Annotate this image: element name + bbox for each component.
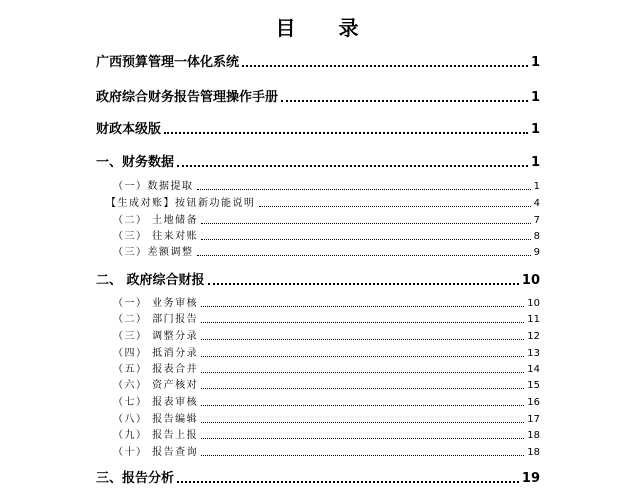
dot-leader [242, 65, 528, 67]
toc-entry-label: （三）差额调整 [113, 247, 194, 258]
toc-entry-page: 1 [530, 90, 540, 105]
toc-entry-section-1[interactable] [96, 152, 540, 170]
dot-leader [201, 223, 530, 224]
toc-entry-label: （六） 资产核对 [113, 380, 199, 391]
dot-leader [201, 388, 524, 389]
toc-entry-page: 1 [530, 155, 540, 170]
toc-entry-label: 【生成对账】按钮新功能说明 [106, 198, 256, 209]
toc-entry-label: （二） 部门报告 [113, 314, 199, 325]
dot-leader [208, 283, 519, 285]
dot-leader [177, 165, 528, 167]
toc-subentry-report-merge[interactable] [113, 361, 540, 375]
toc-subentry-difference-adjust[interactable] [113, 244, 540, 258]
toc-entry-label: 广西预算管理一体化系统 [96, 55, 240, 70]
toc-subentry-department-report[interactable] [113, 311, 540, 325]
toc-subentry-business-review[interactable] [113, 295, 540, 309]
toc-entry-system[interactable] [96, 52, 540, 70]
toc-entry-page: 13 [527, 348, 540, 359]
toc-entry-page: 12 [527, 331, 540, 342]
toc-entry-page: 18 [527, 447, 540, 458]
toc-entry-page: 15 [527, 380, 540, 391]
dot-leader [201, 422, 524, 423]
dot-leader [259, 206, 531, 207]
toc-subentry-report-submit[interactable] [113, 427, 540, 441]
dot-leader [201, 356, 524, 357]
dot-leader [201, 322, 524, 323]
toc-subentry-report-edit[interactable] [113, 411, 540, 425]
toc-subentry-asset-check[interactable] [113, 377, 540, 391]
toc-subentry-report-review[interactable] [113, 394, 540, 408]
toc-entry-label: （十） 报告查询 [113, 447, 199, 458]
toc-entry-page: 16 [527, 397, 540, 408]
toc-entry-edition[interactable] [96, 119, 540, 137]
dot-leader [201, 438, 524, 439]
dot-leader [201, 372, 524, 373]
toc-entry-label: （五） 报表合并 [113, 364, 199, 375]
toc-entry-label: （一） 业务审核 [113, 298, 199, 309]
toc-subentry-offset-entries[interactable] [113, 345, 540, 359]
toc-subentry-land-reserve[interactable] [113, 212, 540, 226]
toc-entry-page: 11 [527, 314, 540, 325]
toc-entry-section-2[interactable] [96, 270, 540, 288]
toc-entry-page: 14 [527, 364, 540, 375]
toc-entry-label: （九） 报告上报 [113, 430, 199, 441]
toc-entry-label: （三） 往来对账 [113, 231, 199, 242]
toc-entry-page: 1 [530, 55, 540, 70]
dot-leader [164, 132, 528, 134]
dot-leader [201, 339, 524, 340]
toc-entry-label: （七） 报表审核 [113, 397, 199, 408]
toc-entry-page: 1 [533, 181, 540, 192]
toc-entry-page: 10 [527, 298, 540, 309]
toc-entry-page: 10 [521, 273, 540, 288]
toc-subentry-adjust-entries[interactable] [113, 328, 540, 342]
dot-leader [197, 255, 531, 256]
toc-entry-page: 7 [533, 215, 540, 226]
toc-subentry-report-query[interactable] [113, 444, 540, 458]
toc-subentry-data-extract[interactable] [113, 178, 540, 192]
toc-entry-label: （八） 报告编辑 [113, 414, 199, 425]
toc-entry-label: 二、 政府综合财报 [96, 273, 205, 288]
dot-leader [197, 189, 531, 190]
toc-entry-page: 1 [530, 122, 540, 137]
toc-entry-label: （一）数据提取 [113, 181, 194, 192]
toc-title: 目 录 [275, 16, 377, 40]
toc-entry-manual[interactable] [96, 87, 540, 105]
toc-entry-label: 三、报告分析 [96, 471, 175, 486]
toc-entry-page: 8 [533, 231, 540, 242]
toc-entry-page: 17 [527, 414, 540, 425]
toc-entry-label: 政府综合财务报告管理操作手册 [96, 90, 279, 105]
toc-entry-label: （二） 土地储备 [113, 215, 199, 226]
dot-leader [177, 481, 519, 483]
toc-entry-page: 4 [533, 198, 540, 209]
toc-entry-label: 一、财务数据 [96, 155, 175, 170]
dot-leader [201, 239, 530, 240]
toc-entry-section-3[interactable] [96, 468, 540, 486]
toc-subentry-reconcile-button[interactable] [106, 195, 540, 209]
toc-entry-page: 19 [521, 471, 540, 486]
toc-entry-label: （四） 抵消分录 [113, 348, 199, 359]
dot-leader [201, 455, 524, 456]
toc-entry-page: 9 [533, 247, 540, 258]
toc-entry-label: （三） 调整分录 [113, 331, 199, 342]
dot-leader [281, 100, 528, 102]
toc-entry-label: 财政本级版 [96, 122, 162, 137]
dot-leader [201, 306, 524, 307]
toc-entry-page: 18 [527, 430, 540, 441]
dot-leader [201, 405, 524, 406]
toc-subentry-account-reconcile[interactable] [113, 228, 540, 242]
